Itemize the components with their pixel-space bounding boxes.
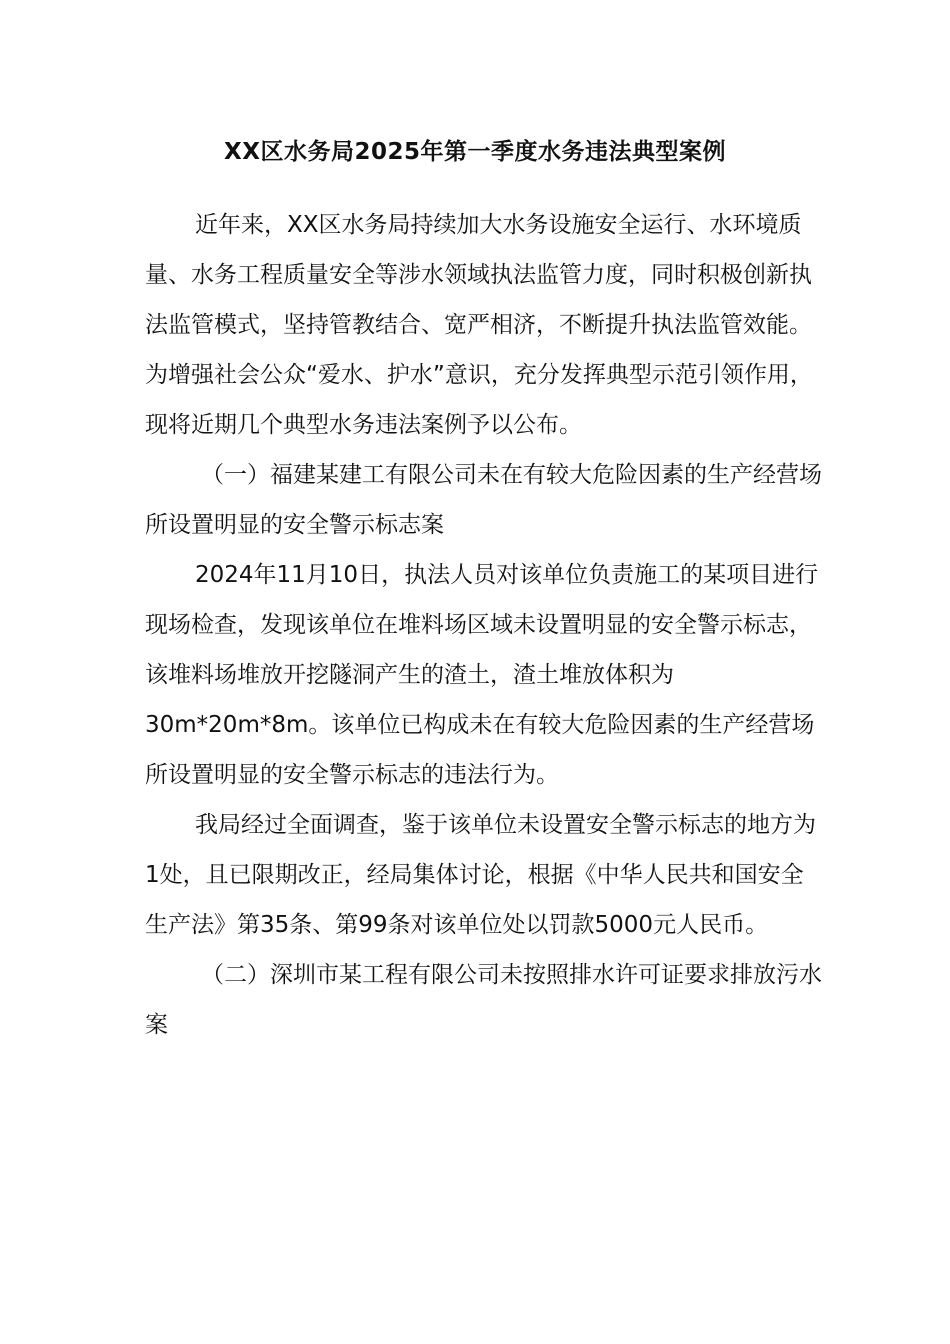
- case-1-penalty-paragraph: 我局经过全面调查，鉴于该单位未设置安全警示标志的地方为1处，且已限期改正，经局集体讨论，根据《中华人民共和国安全生产法》第35条、第99条对该单位处以罚款5000元人民币。: [145, 812, 816, 938]
- case-1-heading: （一）福建某建工有限公司未在有较大危险因素的生产经营场所设置明显的安全警示标志案: [145, 462, 822, 538]
- intro-paragraph: 近年来，XX区水务局持续加大水务设施安全运行、水环境质量、水务工程质量安全等涉水领域执法监管力度，同时积极创新执法监管模式，坚持管教结合、宽严相济，不断提升执法监管效能。为增强社会公众“爱水、护水”意识，充分发挥典型示范引领作用，现将近期几个典型水务违法案例予以公布。: [145, 212, 813, 438]
- case-1-facts-paragraph: 2024年11月10日，执法人员对该单位负责施工的某项目进行现场检查，发现该单位在堆料场区域未设置明显的安全警示标志，该堆料场堆放开挖隧洞产生的渣土，渣土堆放体积为30m*20m*8m。该单位已构成未在有较大危险因素的生产经营场所设置明显的安全警示标志的违法行为。: [145, 562, 819, 788]
- document-title: XX区水务局2025年第一季度水务违法典型案例: [224, 139, 726, 165]
- case-2-heading: （二）深圳市某工程有限公司未按照排水许可证要求排放污水案: [145, 962, 822, 1038]
- document-body: [145, 200, 825, 1050]
